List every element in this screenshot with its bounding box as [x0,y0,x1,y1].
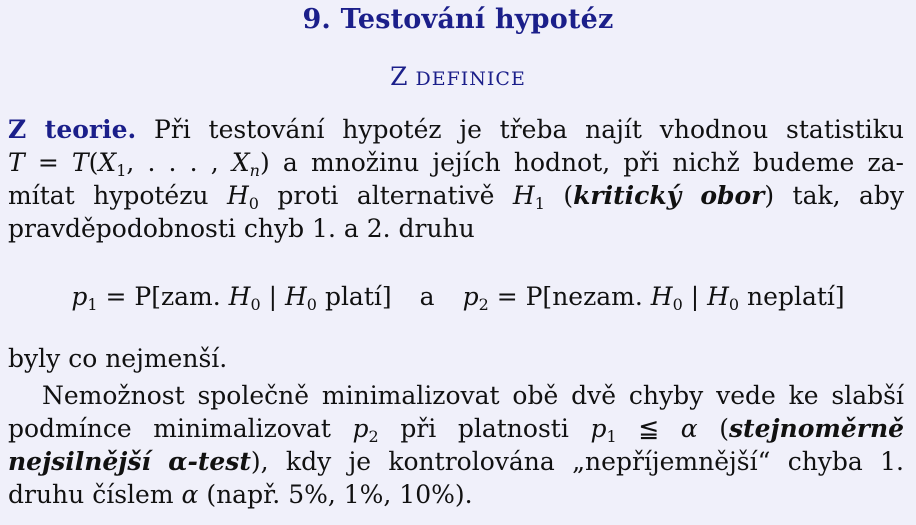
theory-line-4: pravděpodobnosti chyb 1. a 2. druhu [8,214,475,243]
formula-conjunction: a [419,282,435,311]
h0-symbol: $H_0$ [226,181,259,213]
statistic-formula: $T = T(X_1$, . . . , $X_n$) [8,148,270,180]
term-test: -test [187,447,251,476]
error-probability-formula: $p_1 = P[zam$. $H_0$ | $H_0$ platí] a $p_2$ = P[nezam. $H_0$ | $H_0$ neplatí] [71,282,845,314]
term-uniformly: stejnoměrně [728,414,905,443]
ump-line-4: druhu číslem α (např. 5%, 1%, 10%). [8,480,473,509]
theory-line-3: mítat hypotézu $H_0$ proti alternativě $H_1$ (kritický obor) tak, aby [8,181,905,213]
section-heading-initial: Z [390,62,408,91]
theory-paragraph [8,113,904,245]
section-heading-rest: DEFINICE [415,68,526,90]
chapter-title: 9. Testování hypotéz [302,4,614,35]
section-heading [0,62,916,91]
ump-line-2: podmínce minimalizovat $p_2$ při platnosti $p_1$ ≦ α (stejnoměrně [8,414,905,446]
ump-line-1: Nemožnost společně minimalizovat obě dvě chyby vede ke slabší [42,381,904,410]
h1-symbol: $H_1$ [512,181,545,213]
theory-line-2: $T = T(X_1$, . . . , $X_n$) a množinu jejích hodnot, při nichž budeme za- [8,148,904,180]
ump-line-3: nejsilnější α-test), kdy je kontrolována „nepříjemnější“ chyba 1. [8,447,904,476]
term-critical-region: kritický obor [573,181,765,210]
term-most-powerful: nejsilnější [8,447,151,476]
conclusion-line: byly co nejmenší. [8,344,228,373]
theory-lead: Z teorie. [8,115,137,144]
ump-paragraph [8,379,904,511]
theory-line-1: Z teorie. Při testování hypotéz je třeba najít vhodnou statistiku [8,115,904,144]
